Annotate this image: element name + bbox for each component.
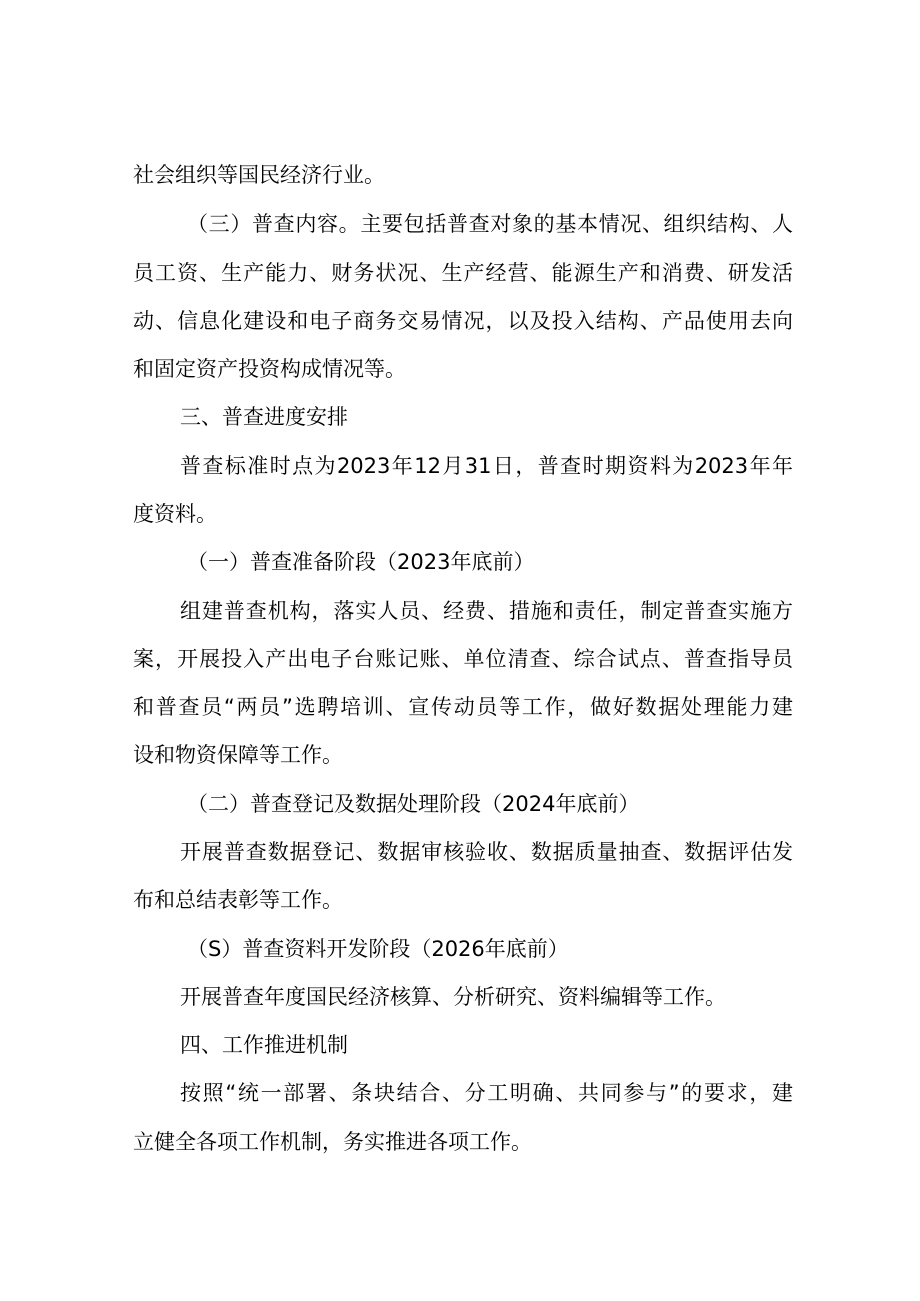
- paragraph-line: 布和总结表彰等工作。: [133, 888, 343, 912]
- paragraph-line: 开展普查数据登记、数据审核验收、数据质量抽查、数据评估发: [180, 840, 793, 864]
- paragraph-line: 组建普查机构，落实人员、经费、措施和责任，制定普查实施方: [180, 599, 793, 623]
- paragraph-line: 开展普查年度国民经济核算、分析研究、资料编辑等工作。: [180, 985, 726, 1009]
- paragraph-line: 立健全各项工作机制，务实推进各项工作。: [133, 1130, 532, 1154]
- paragraph-line: 和普查员“两员”选聘培训、宣传动员等工作，做好数据处理能力建: [133, 695, 793, 719]
- paragraph-line: 和固定资产投资构成情况等。: [133, 357, 406, 381]
- paragraph-line: 普查标准时点为2023年12月31日，普查时期资料为2023年年: [180, 454, 793, 478]
- paragraph-line: 按照“统一部署、条块结合、分工明确、共同参与”的要求，建: [180, 1081, 793, 1105]
- paragraph-line: 设和物资保障等工作。: [133, 743, 343, 767]
- paragraph-line: 度资料。: [133, 502, 217, 526]
- subsection-heading: （S）普查资料开发阶段（2026年底前）: [187, 937, 569, 961]
- subsection-heading: （一）普查准备阶段（2023年底前）: [187, 550, 535, 574]
- section-heading: （三）普查内容。主要包括普查对象的基本情况、组织结构、人: [187, 212, 793, 236]
- paragraph-line: 案，开展投入产出电子台账记账、单位清查、综合试点、普查指导员: [133, 647, 793, 671]
- paragraph-line: 动、信息化建设和电子商务交易情况，以及投入结构、产品使用去向: [133, 309, 793, 333]
- section-heading: 三、普查进度安排: [180, 405, 348, 429]
- subsection-heading: （二）普查登记及数据处理阶段（2024年底前）: [187, 792, 640, 816]
- paragraph-line: 社会组织等国民经济行业。: [133, 163, 385, 187]
- paragraph-line: 员工资、生产能力、财务状况、生产经营、能源生产和消费、研发活: [133, 261, 793, 285]
- section-heading: 四、工作推进机制: [180, 1033, 348, 1057]
